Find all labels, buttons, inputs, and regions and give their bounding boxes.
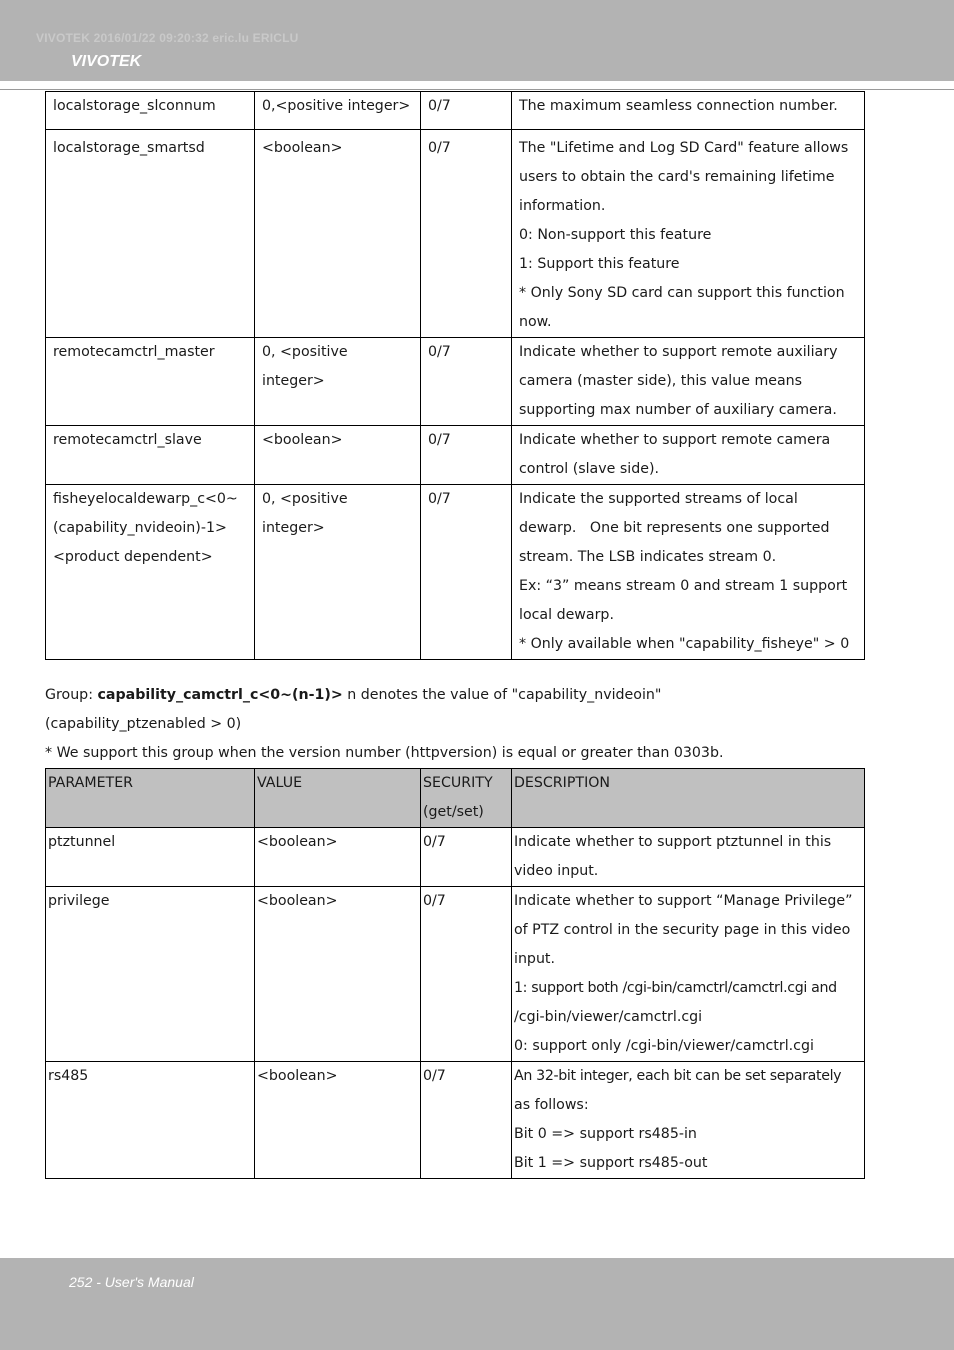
description-text: Bit 0 => support rs485-in <box>514 1126 697 1142</box>
param-cell <box>46 426 255 485</box>
brand-logo-text: VIVOTEK <box>71 53 142 70</box>
param-cell: rs485 <box>46 1062 255 1179</box>
table-row <box>46 92 865 130</box>
param-text: localstorage_smartsd <box>53 140 205 156</box>
security-text: 0/7 <box>428 344 451 360</box>
group-description <box>45 681 905 768</box>
group-condition: (capability_ptzenabled > 0) <box>45 716 242 732</box>
table-row <box>46 130 865 338</box>
description-text: Indicate whether to support “Manage Privilege” <box>514 893 853 909</box>
value-text: <boolean> <box>262 432 343 448</box>
page-footer <box>0 1258 954 1350</box>
value-text: integer> <box>262 520 325 536</box>
param-cell: ptztunnel <box>46 828 255 887</box>
table-row <box>46 338 865 426</box>
print-stamp: VIVOTEK 2016/01/22 09:20:32 eric.lu ERICLU <box>36 31 299 45</box>
security-cell: 0/7 <box>421 887 512 1062</box>
header-divider <box>0 89 954 90</box>
description-text: information. <box>519 198 606 214</box>
value-text: <boolean> <box>262 140 343 156</box>
description-text: dewarp. One bit represents one supported <box>519 520 830 536</box>
description-text: control (slave side). <box>519 461 659 477</box>
description-text: as follows: <box>514 1097 589 1113</box>
value-cell <box>255 485 421 660</box>
description-text: 0: Non-support this feature <box>519 227 712 243</box>
description-text: 0: support only /cgi-bin/viewer/camctrl.cgi <box>514 1038 814 1054</box>
description-cell <box>512 1062 865 1179</box>
param-cell <box>46 485 255 660</box>
value-text: 0, <positive <box>262 344 348 360</box>
column-header-value: VALUE <box>255 769 421 828</box>
param-cell <box>46 338 255 426</box>
param-text: remotecamctrl_slave <box>53 432 202 448</box>
value-cell <box>255 92 421 130</box>
description-text: The maximum seamless connection number. <box>519 98 838 114</box>
table-header-row <box>46 769 865 828</box>
security-text: 0/7 <box>428 432 451 448</box>
page-header <box>0 0 954 81</box>
group-suffix: n denotes the value of "capability_nvideoin" <box>342 687 662 703</box>
security-cell: 0/7 <box>421 1062 512 1179</box>
value-text: 0,<positive integer> <box>262 98 411 114</box>
security-cell <box>421 485 512 660</box>
group-note: * We support this group when the version number (httpversion) is equal or greater than 0303b. <box>45 745 724 761</box>
camctrl-parameter-table <box>45 768 865 1179</box>
param-text: remotecamctrl_master <box>53 344 215 360</box>
security-text: 0/7 <box>428 98 451 114</box>
description-text: Indicate the supported streams of local <box>519 491 798 507</box>
description-cell <box>512 92 865 130</box>
value-cell: <boolean> <box>255 828 421 887</box>
group-name: capability_camctrl_c<0~(n-1)> <box>97 687 343 703</box>
description-cell <box>512 130 865 338</box>
description-text: Indicate whether to support remote auxiliary <box>519 344 838 360</box>
value-cell: <boolean> <box>255 1062 421 1179</box>
description-text: now. <box>519 314 552 330</box>
column-header-description: DESCRIPTION <box>512 769 865 828</box>
column-header-security <box>421 769 512 828</box>
param-cell: privilege <box>46 887 255 1062</box>
description-text: /cgi-bin/viewer/camctrl.cgi <box>514 1009 703 1025</box>
description-text: * Only available when "capability_fisheye" > 0 <box>519 636 850 652</box>
param-cell <box>46 92 255 130</box>
value-cell <box>255 130 421 338</box>
security-cell <box>421 92 512 130</box>
parameter-table-continued <box>45 91 865 660</box>
value-cell: <boolean> <box>255 887 421 1062</box>
param-text: (capability_nvideoin)-1> <box>53 520 227 536</box>
table-row <box>46 485 865 660</box>
security-cell <box>421 426 512 485</box>
value-cell <box>255 426 421 485</box>
description-text: The "Lifetime and Log SD Card" feature allows <box>519 140 849 156</box>
description-text: local dewarp. <box>519 607 614 623</box>
description-text: supporting max number of auxiliary camera. <box>519 402 837 418</box>
param-text: localstorage_slconnum <box>53 98 216 114</box>
table-row <box>46 1062 865 1179</box>
description-text: input. <box>514 951 556 967</box>
description-cell <box>512 426 865 485</box>
security-text: 0/7 <box>428 140 451 156</box>
description-text: of PTZ control in the security page in this video <box>514 922 851 938</box>
value-text: integer> <box>262 373 325 389</box>
description-text: An 32-bit integer, each bit can be set separately <box>514 1068 842 1084</box>
table-row <box>46 828 865 887</box>
security-cell <box>421 338 512 426</box>
value-cell <box>255 338 421 426</box>
description-text: users to obtain the card's remaining lifetime <box>519 169 835 185</box>
page-number-label: 252 - User's Manual <box>69 1274 194 1290</box>
group-heading <box>45 681 905 710</box>
column-header-parameter: PARAMETER <box>46 769 255 828</box>
table-row <box>46 426 865 485</box>
description-text: 1: Support this feature <box>519 256 680 272</box>
param-text: fisheyelocaldewarp_c<0~ <box>53 491 238 507</box>
group-prefix: Group: <box>45 687 98 703</box>
description-cell <box>512 338 865 426</box>
param-cell <box>46 130 255 338</box>
description-cell <box>512 828 865 887</box>
description-text: camera (master side), this value means <box>519 373 803 389</box>
description-text: 1: support both /cgi-bin/camctrl/camctrl.cgi and <box>514 980 837 996</box>
security-text: 0/7 <box>428 491 451 507</box>
description-text: Indicate whether to support remote camera <box>519 432 831 448</box>
security-cell: 0/7 <box>421 828 512 887</box>
description-text: Indicate whether to support ptztunnel in this <box>514 834 832 850</box>
description-text: stream. The LSB indicates stream 0. <box>519 549 777 565</box>
value-text: 0, <positive <box>262 491 348 507</box>
description-text: Ex: “3” means stream 0 and stream 1 support <box>519 578 848 594</box>
param-text: <product dependent> <box>53 549 213 565</box>
table-row <box>46 887 865 1062</box>
description-text: video input. <box>514 863 599 879</box>
description-text: * Only Sony SD card can support this function <box>519 285 845 301</box>
description-text: Bit 1 => support rs485-out <box>514 1155 708 1171</box>
description-cell <box>512 887 865 1062</box>
description-cell <box>512 485 865 660</box>
security-header-line: SECURITY <box>423 775 493 791</box>
security-header-line: (get/set) <box>423 804 484 820</box>
security-cell <box>421 130 512 338</box>
